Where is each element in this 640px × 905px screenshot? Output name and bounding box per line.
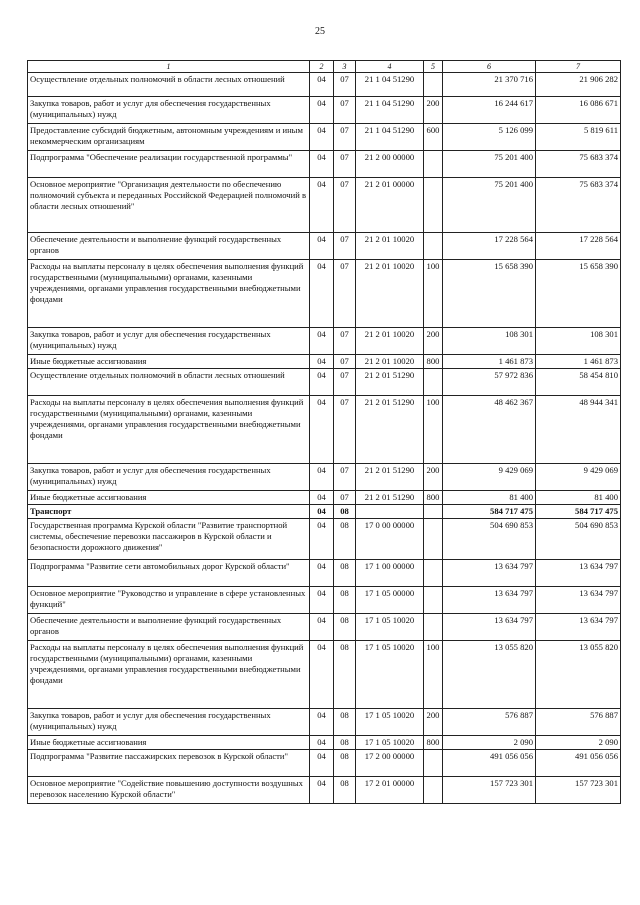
target-article-cell: 21 2 01 51290 bbox=[356, 464, 424, 491]
amount-year2-cell: 75 683 374 bbox=[536, 178, 621, 233]
section-code-cell: 04 bbox=[310, 777, 334, 804]
amount-year1-cell: 576 887 bbox=[443, 709, 536, 736]
subsection-code-cell: 07 bbox=[334, 464, 356, 491]
expense-type-cell: 200 bbox=[424, 328, 443, 355]
section-code-cell: 04 bbox=[310, 355, 334, 369]
row-name-cell: Основное мероприятие "Руководство и управление в сфере установленных функций" bbox=[28, 587, 310, 614]
amount-year1-cell: 13 634 797 bbox=[443, 560, 536, 587]
target-article-cell: 21 1 04 51290 bbox=[356, 73, 424, 97]
expense-type-cell: 800 bbox=[424, 736, 443, 750]
expense-type-cell: 600 bbox=[424, 124, 443, 151]
section-code-cell: 04 bbox=[310, 736, 334, 750]
table-row bbox=[28, 396, 621, 464]
section-code-cell: 04 bbox=[310, 260, 334, 328]
target-article-cell: 21 2 01 10020 bbox=[356, 355, 424, 369]
subsection-code-cell: 08 bbox=[334, 777, 356, 804]
amount-year2-cell: 48 944 341 bbox=[536, 396, 621, 464]
subsection-code-cell: 07 bbox=[334, 73, 356, 97]
target-article-cell: 21 2 00 00000 bbox=[356, 151, 424, 178]
subsection-code-cell: 07 bbox=[334, 491, 356, 505]
amount-year1-cell: 5 126 099 bbox=[443, 124, 536, 151]
amount-year2-cell: 58 454 810 bbox=[536, 369, 621, 396]
expense-type-cell bbox=[424, 73, 443, 97]
expense-type-cell: 100 bbox=[424, 641, 443, 709]
row-name-cell: Осуществление отдельных полномочий в области лесных отношений bbox=[28, 369, 310, 396]
table-row bbox=[28, 464, 621, 491]
table-row bbox=[28, 328, 621, 355]
amount-year2-cell: 75 683 374 bbox=[536, 151, 621, 178]
subsection-code-cell: 08 bbox=[334, 560, 356, 587]
table-row bbox=[28, 560, 621, 587]
target-article-cell: 21 1 04 51290 bbox=[356, 97, 424, 124]
expense-type-cell bbox=[424, 560, 443, 587]
amount-year2-cell: 9 429 069 bbox=[536, 464, 621, 491]
amount-year1-cell: 157 723 301 bbox=[443, 777, 536, 804]
column-header: 6 bbox=[443, 61, 536, 73]
target-article-cell: 17 2 01 00000 bbox=[356, 777, 424, 804]
section-code-cell: 04 bbox=[310, 560, 334, 587]
row-name-cell: Закупка товаров, работ и услуг для обеспечения государственных (муниципальных) нужд bbox=[28, 709, 310, 736]
row-name-cell: Расходы на выплаты персоналу в целях обеспечения выполнения функций государственными (муниципальными) органами, казенными учреждениями, органами управления государственными внебюджетными фондами bbox=[28, 641, 310, 709]
expense-type-cell: 200 bbox=[424, 709, 443, 736]
section-code-cell: 04 bbox=[310, 328, 334, 355]
subsection-code-cell: 07 bbox=[334, 151, 356, 178]
table-row bbox=[28, 355, 621, 369]
section-code-cell: 04 bbox=[310, 491, 334, 505]
expense-type-cell bbox=[424, 151, 443, 178]
row-name-cell: Расходы на выплаты персоналу в целях обеспечения выполнения функций государственными (муниципальными) органами, казенными учреждениями, органами управления государственными внебюджетными фондами bbox=[28, 396, 310, 464]
table-row bbox=[28, 641, 621, 709]
amount-year1-cell: 75 201 400 bbox=[443, 178, 536, 233]
column-header: 5 bbox=[424, 61, 443, 73]
expense-type-cell bbox=[424, 178, 443, 233]
target-article-cell: 21 2 01 51290 bbox=[356, 369, 424, 396]
row-name-cell: Государственная программа Курской области "Развитие транспортной системы, обеспечение перевозки пассажиров в Курской области и безопасности дорожного движения" bbox=[28, 519, 310, 560]
target-article-cell: 21 1 04 51290 bbox=[356, 124, 424, 151]
amount-year1-cell: 48 462 367 bbox=[443, 396, 536, 464]
amount-year1-cell: 2 090 bbox=[443, 736, 536, 750]
table-body bbox=[28, 73, 621, 804]
amount-year1-cell: 504 690 853 bbox=[443, 519, 536, 560]
expense-type-cell bbox=[424, 614, 443, 641]
target-article-cell: 21 2 01 00000 bbox=[356, 178, 424, 233]
column-header: 2 bbox=[310, 61, 334, 73]
subsection-code-cell: 07 bbox=[334, 233, 356, 260]
section-code-cell: 04 bbox=[310, 750, 334, 777]
row-name-cell: Закупка товаров, работ и услуг для обеспечения государственных (муниципальных) нужд bbox=[28, 97, 310, 124]
row-name-cell: Подпрограмма "Развитие сети автомобильных дорог Курской области" bbox=[28, 560, 310, 587]
row-name-cell: Основное мероприятие "Организация деятельности по обеспечению полномочий субъекта и переданных Российской Федерацией полномочий в области лесных отношений" bbox=[28, 178, 310, 233]
section-code-cell: 04 bbox=[310, 641, 334, 709]
target-article-cell: 21 2 01 10020 bbox=[356, 233, 424, 260]
section-code-cell: 04 bbox=[310, 396, 334, 464]
amount-year2-cell: 13 634 797 bbox=[536, 587, 621, 614]
expense-type-cell bbox=[424, 505, 443, 519]
row-name-cell: Закупка товаров, работ и услуг для обеспечения государственных (муниципальных) нужд bbox=[28, 328, 310, 355]
subsection-code-cell: 07 bbox=[334, 328, 356, 355]
row-name-cell: Подпрограмма "Обеспечение реализации государственной программы" bbox=[28, 151, 310, 178]
row-name-cell: Подпрограмма "Развитие пассажирских перевозок в Курской области" bbox=[28, 750, 310, 777]
table-row bbox=[28, 178, 621, 233]
table-row bbox=[28, 736, 621, 750]
amount-year2-cell: 491 056 056 bbox=[536, 750, 621, 777]
expense-type-cell bbox=[424, 750, 443, 777]
expense-type-cell: 200 bbox=[424, 464, 443, 491]
subsection-code-cell: 08 bbox=[334, 614, 356, 641]
amount-year1-cell: 21 370 716 bbox=[443, 73, 536, 97]
amount-year1-cell: 81 400 bbox=[443, 491, 536, 505]
amount-year1-cell: 108 301 bbox=[443, 328, 536, 355]
target-article-cell: 21 2 01 51290 bbox=[356, 491, 424, 505]
target-article-cell: 21 2 01 10020 bbox=[356, 328, 424, 355]
subsection-code-cell: 08 bbox=[334, 519, 356, 560]
subsection-code-cell: 07 bbox=[334, 396, 356, 464]
expense-type-cell bbox=[424, 587, 443, 614]
amount-year2-cell: 576 887 bbox=[536, 709, 621, 736]
amount-year1-cell: 57 972 836 bbox=[443, 369, 536, 396]
subsection-code-cell: 07 bbox=[334, 260, 356, 328]
amount-year2-cell: 15 658 390 bbox=[536, 260, 621, 328]
amount-year2-cell: 108 301 bbox=[536, 328, 621, 355]
row-name-cell: Предоставление субсидий бюджетным, автономным учреждениям и иным некоммерческим организациям bbox=[28, 124, 310, 151]
column-number-row bbox=[28, 61, 621, 73]
row-name-cell: Иные бюджетные ассигнования bbox=[28, 736, 310, 750]
amount-year1-cell: 17 228 564 bbox=[443, 233, 536, 260]
table-row bbox=[28, 519, 621, 560]
page-number: 25 bbox=[315, 26, 325, 37]
expense-type-cell bbox=[424, 369, 443, 396]
section-code-cell: 04 bbox=[310, 124, 334, 151]
subsection-code-cell: 08 bbox=[334, 750, 356, 777]
section-code-cell: 04 bbox=[310, 505, 334, 519]
subsection-code-cell: 07 bbox=[334, 369, 356, 396]
expense-type-cell: 800 bbox=[424, 355, 443, 369]
table-row bbox=[28, 369, 621, 396]
amount-year2-cell: 584 717 475 bbox=[536, 505, 621, 519]
budget-table bbox=[27, 60, 621, 804]
subsection-code-cell: 08 bbox=[334, 736, 356, 750]
row-name-cell: Обеспечение деятельности и выполнение функций государственных органов bbox=[28, 614, 310, 641]
section-code-cell: 04 bbox=[310, 369, 334, 396]
section-code-cell: 04 bbox=[310, 614, 334, 641]
expense-type-cell bbox=[424, 519, 443, 560]
section-code-cell: 04 bbox=[310, 519, 334, 560]
table-row bbox=[28, 124, 621, 151]
amount-year1-cell: 16 244 617 bbox=[443, 97, 536, 124]
section-code-cell: 04 bbox=[310, 97, 334, 124]
row-name-cell: Транспорт bbox=[28, 505, 310, 519]
amount-year1-cell: 9 429 069 bbox=[443, 464, 536, 491]
subsection-code-cell: 08 bbox=[334, 587, 356, 614]
amount-year1-cell: 491 056 056 bbox=[443, 750, 536, 777]
table-row bbox=[28, 614, 621, 641]
column-header: 7 bbox=[536, 61, 621, 73]
table-row bbox=[28, 233, 621, 260]
row-name-cell: Основное мероприятие "Содействие повышению доступности воздушных перевозок населению Курской области" bbox=[28, 777, 310, 804]
target-article-cell: 17 1 05 10020 bbox=[356, 641, 424, 709]
table-row bbox=[28, 151, 621, 178]
column-header: 1 bbox=[28, 61, 310, 73]
target-article-cell: 17 1 05 00000 bbox=[356, 587, 424, 614]
section-code-cell: 04 bbox=[310, 464, 334, 491]
amount-year2-cell: 13 055 820 bbox=[536, 641, 621, 709]
target-article-cell: 21 2 01 51290 bbox=[356, 396, 424, 464]
table-row bbox=[28, 587, 621, 614]
section-code-cell: 04 bbox=[310, 73, 334, 97]
table-row bbox=[28, 260, 621, 328]
row-name-cell: Осуществление отдельных полномочий в области лесных отношений bbox=[28, 73, 310, 97]
target-article-cell: 17 2 00 00000 bbox=[356, 750, 424, 777]
amount-year2-cell: 21 906 282 bbox=[536, 73, 621, 97]
expense-type-cell: 200 bbox=[424, 97, 443, 124]
amount-year1-cell: 75 201 400 bbox=[443, 151, 536, 178]
target-article-cell: 17 1 05 10020 bbox=[356, 709, 424, 736]
subsection-code-cell: 07 bbox=[334, 178, 356, 233]
table-row bbox=[28, 97, 621, 124]
target-article-cell: 21 2 01 10020 bbox=[356, 260, 424, 328]
amount-year1-cell: 13 634 797 bbox=[443, 587, 536, 614]
expense-type-cell: 100 bbox=[424, 396, 443, 464]
row-name-cell: Иные бюджетные ассигнования bbox=[28, 355, 310, 369]
amount-year1-cell: 15 658 390 bbox=[443, 260, 536, 328]
amount-year1-cell: 13 055 820 bbox=[443, 641, 536, 709]
target-article-cell bbox=[356, 505, 424, 519]
amount-year1-cell: 13 634 797 bbox=[443, 614, 536, 641]
amount-year2-cell: 5 819 611 bbox=[536, 124, 621, 151]
expense-type-cell: 100 bbox=[424, 260, 443, 328]
section-code-cell: 04 bbox=[310, 709, 334, 736]
expense-type-cell bbox=[424, 233, 443, 260]
column-header: 3 bbox=[334, 61, 356, 73]
target-article-cell: 17 1 00 00000 bbox=[356, 560, 424, 587]
subsection-code-cell: 08 bbox=[334, 505, 356, 519]
amount-year2-cell: 1 461 873 bbox=[536, 355, 621, 369]
amount-year2-cell: 81 400 bbox=[536, 491, 621, 505]
table-row bbox=[28, 709, 621, 736]
table-row bbox=[28, 750, 621, 777]
subsection-code-cell: 08 bbox=[334, 641, 356, 709]
amount-year1-cell: 584 717 475 bbox=[443, 505, 536, 519]
row-name-cell: Расходы на выплаты персоналу в целях обеспечения выполнения функций государственными (муниципальными) органами, казенными учреждениями, органами управления государственными внебюджетными фондами bbox=[28, 260, 310, 328]
section-code-cell: 04 bbox=[310, 151, 334, 178]
row-name-cell: Иные бюджетные ассигнования bbox=[28, 491, 310, 505]
amount-year2-cell: 17 228 564 bbox=[536, 233, 621, 260]
amount-year2-cell: 157 723 301 bbox=[536, 777, 621, 804]
expense-type-cell bbox=[424, 777, 443, 804]
target-article-cell: 17 1 05 10020 bbox=[356, 736, 424, 750]
subsection-code-cell: 08 bbox=[334, 709, 356, 736]
table-row bbox=[28, 73, 621, 97]
table-row bbox=[28, 491, 621, 505]
row-name-cell: Обеспечение деятельности и выполнение функций государственных органов bbox=[28, 233, 310, 260]
amount-year2-cell: 504 690 853 bbox=[536, 519, 621, 560]
amount-year2-cell: 13 634 797 bbox=[536, 614, 621, 641]
target-article-cell: 17 0 00 00000 bbox=[356, 519, 424, 560]
expense-type-cell: 800 bbox=[424, 491, 443, 505]
section-code-cell: 04 bbox=[310, 587, 334, 614]
section-code-cell: 04 bbox=[310, 178, 334, 233]
column-header: 4 bbox=[356, 61, 424, 73]
table-row bbox=[28, 777, 621, 804]
section-code-cell: 04 bbox=[310, 233, 334, 260]
amount-year1-cell: 1 461 873 bbox=[443, 355, 536, 369]
amount-year2-cell: 2 090 bbox=[536, 736, 621, 750]
amount-year2-cell: 13 634 797 bbox=[536, 560, 621, 587]
subsection-code-cell: 07 bbox=[334, 97, 356, 124]
subsection-code-cell: 07 bbox=[334, 124, 356, 151]
target-article-cell: 17 1 05 10020 bbox=[356, 614, 424, 641]
row-name-cell: Закупка товаров, работ и услуг для обеспечения государственных (муниципальных) нужд bbox=[28, 464, 310, 491]
table-row bbox=[28, 505, 621, 519]
subsection-code-cell: 07 bbox=[334, 355, 356, 369]
amount-year2-cell: 16 086 671 bbox=[536, 97, 621, 124]
